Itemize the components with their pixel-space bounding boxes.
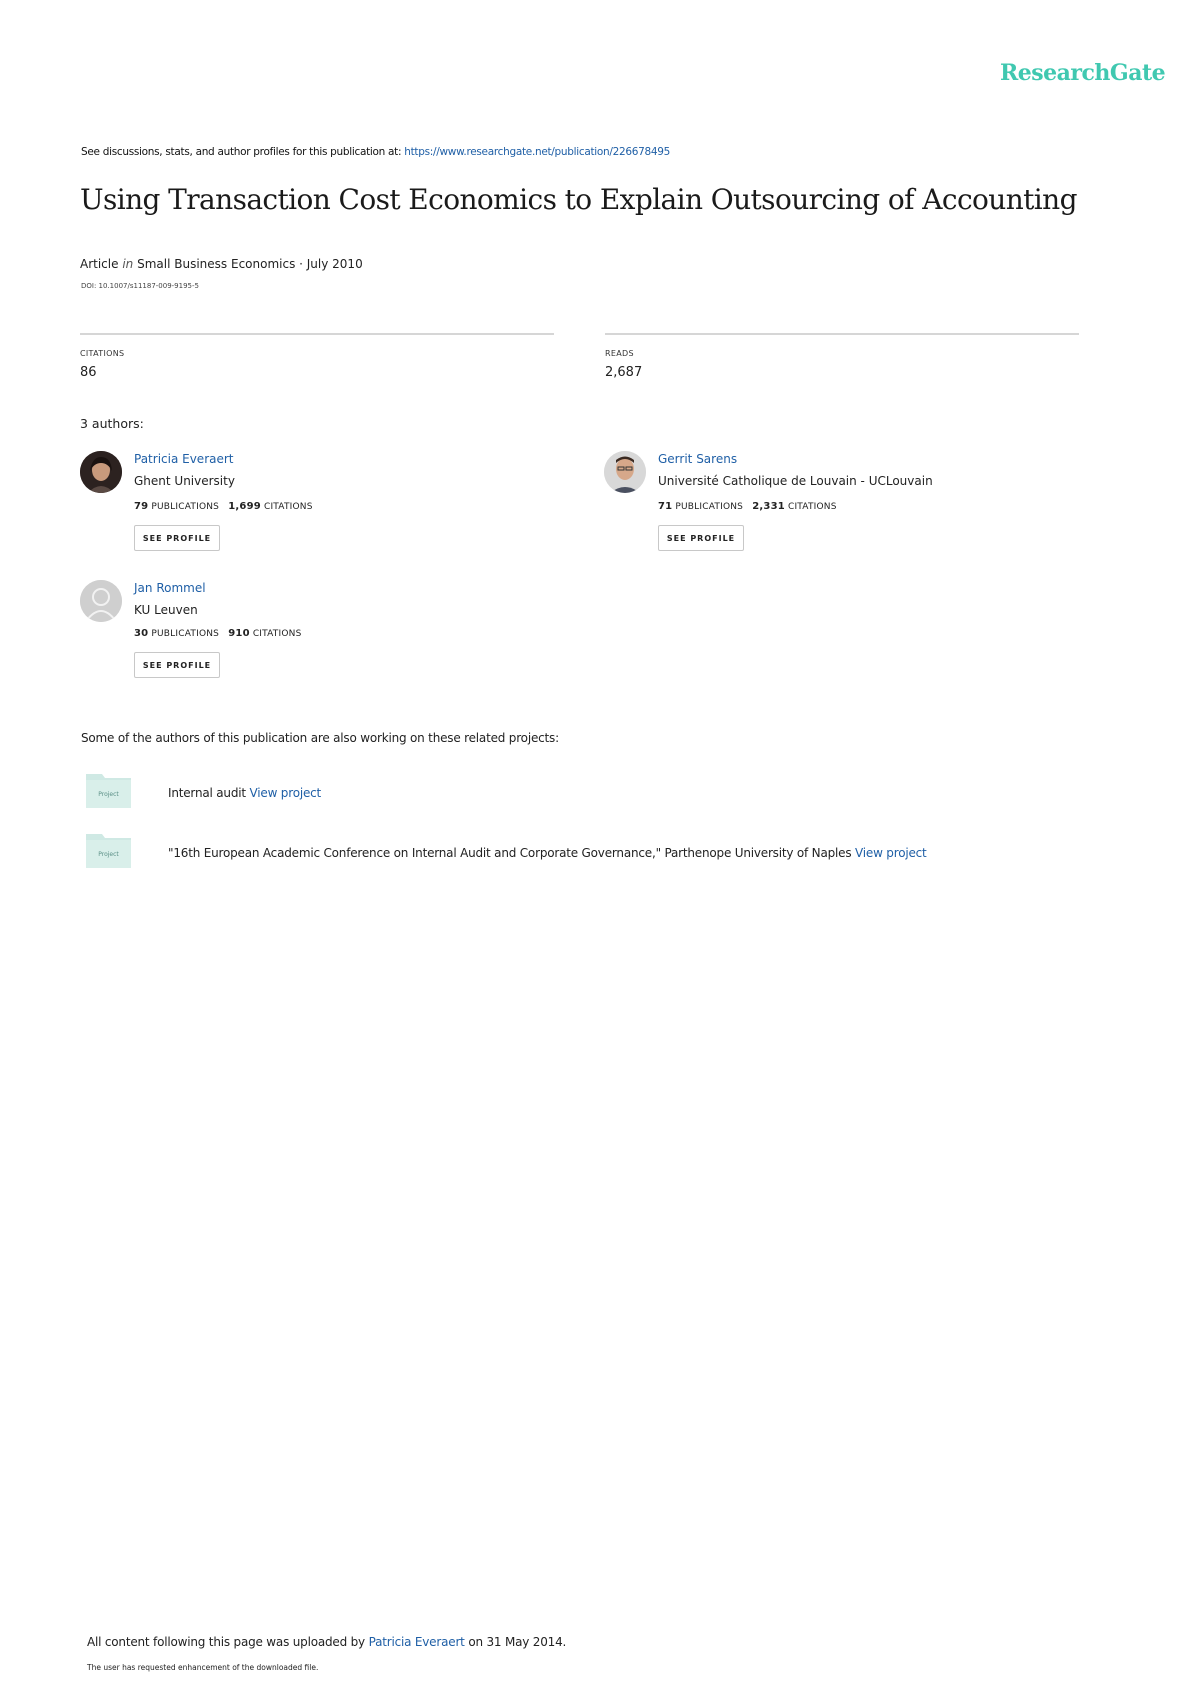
- upload-note: [87, 1635, 566, 1649]
- author-affiliation-rommel: KU Leuven: [134, 603, 198, 617]
- project-row-internal-audit: [168, 786, 321, 800]
- author-affiliation-everaert: Ghent University: [134, 474, 235, 488]
- doi: DOI: 10.1007/s11187-009-9195-5: [81, 282, 199, 290]
- discussion-line: [81, 146, 670, 158]
- publications-label: PUBLICATIONS: [151, 502, 220, 512]
- uploader-link[interactable]: Patricia Everaert: [368, 1635, 465, 1649]
- publications-label: PUBLICATIONS: [151, 629, 220, 639]
- author-avatar-rommel[interactable]: [80, 580, 122, 622]
- researchgate-logo[interactable]: ResearchGate: [1000, 60, 1166, 86]
- see-profile-button-rommel[interactable]: SEE PROFILE: [134, 652, 220, 678]
- portrait-icon: [80, 451, 122, 493]
- author-affiliation-sarens: Université Catholique de Louvain - UCLouvain: [658, 474, 933, 488]
- author-stats-rommel: [134, 628, 302, 639]
- author-name-sarens[interactable]: Gerrit Sarens: [658, 452, 738, 466]
- view-project-link[interactable]: View project: [249, 786, 322, 800]
- enhancement-note: The user has requested enhancement of the downloaded file.: [87, 1663, 319, 1672]
- reads-divider: [605, 333, 1079, 335]
- publications-label: PUBLICATIONS: [675, 502, 744, 512]
- project-title: Internal audit: [168, 786, 246, 800]
- citations-label: CITATIONS: [263, 502, 313, 512]
- reads-count: 2,687: [605, 365, 643, 380]
- publications-count: 30: [134, 628, 149, 639]
- author-stats-everaert: [134, 501, 313, 512]
- upload-suffix: on 31 May 2014.: [468, 1635, 567, 1649]
- project-folder-icon: [86, 772, 131, 808]
- citations-label: CITATIONS: [252, 629, 302, 639]
- citations-label: CITATIONS: [80, 349, 125, 358]
- citations-divider: [80, 333, 554, 335]
- citations-count: 1,699: [228, 501, 261, 512]
- in-word: in: [122, 257, 134, 271]
- upload-prefix: All content following this page was uploaded by: [87, 1635, 365, 1649]
- citations-label: CITATIONS: [787, 502, 837, 512]
- journal-date: Small Business Economics · July 2010: [137, 257, 363, 271]
- project-folder-label: Project: [98, 791, 119, 798]
- see-profile-button-sarens[interactable]: SEE PROFILE: [658, 525, 744, 551]
- project-folder-icon: [86, 832, 131, 868]
- project-folder-label: Project: [98, 851, 119, 858]
- author-name-rommel[interactable]: Jan Rommel: [134, 581, 206, 595]
- reads-label: READS: [605, 349, 634, 358]
- publications-count: 79: [134, 501, 149, 512]
- project-row-conference: [168, 846, 927, 860]
- author-avatar-everaert[interactable]: [80, 451, 122, 493]
- citations-count: 86: [80, 365, 97, 380]
- discussion-prefix: See discussions, stats, and author profiles for this publication at:: [81, 146, 402, 158]
- see-profile-button-everaert[interactable]: SEE PROFILE: [134, 525, 220, 551]
- view-project-link[interactable]: View project: [855, 846, 927, 860]
- citations-count: 2,331: [752, 501, 785, 512]
- publication-url-link[interactable]: https://www.researchgate.net/publication/226678495: [404, 146, 671, 158]
- portrait-icon: [604, 451, 646, 493]
- author-avatar-sarens[interactable]: [604, 451, 646, 493]
- related-projects-heading: Some of the authors of this publication are also working on these related projects:: [81, 731, 559, 745]
- publications-count: 71: [658, 501, 673, 512]
- author-name-everaert[interactable]: Patricia Everaert: [134, 452, 234, 466]
- publication-title: Using Transaction Cost Economics to Explain Outsourcing of Accounting: [80, 183, 1077, 216]
- authors-heading: 3 authors:: [80, 416, 144, 431]
- publication-meta: [80, 257, 363, 271]
- user-placeholder-icon: [80, 580, 122, 622]
- author-stats-sarens: [658, 501, 837, 512]
- citations-count: 910: [228, 628, 250, 639]
- project-title: "16th European Academic Conference on Internal Audit and Corporate Governance," Parthenope University of Naples: [168, 846, 852, 860]
- publication-type: Article: [80, 257, 119, 271]
